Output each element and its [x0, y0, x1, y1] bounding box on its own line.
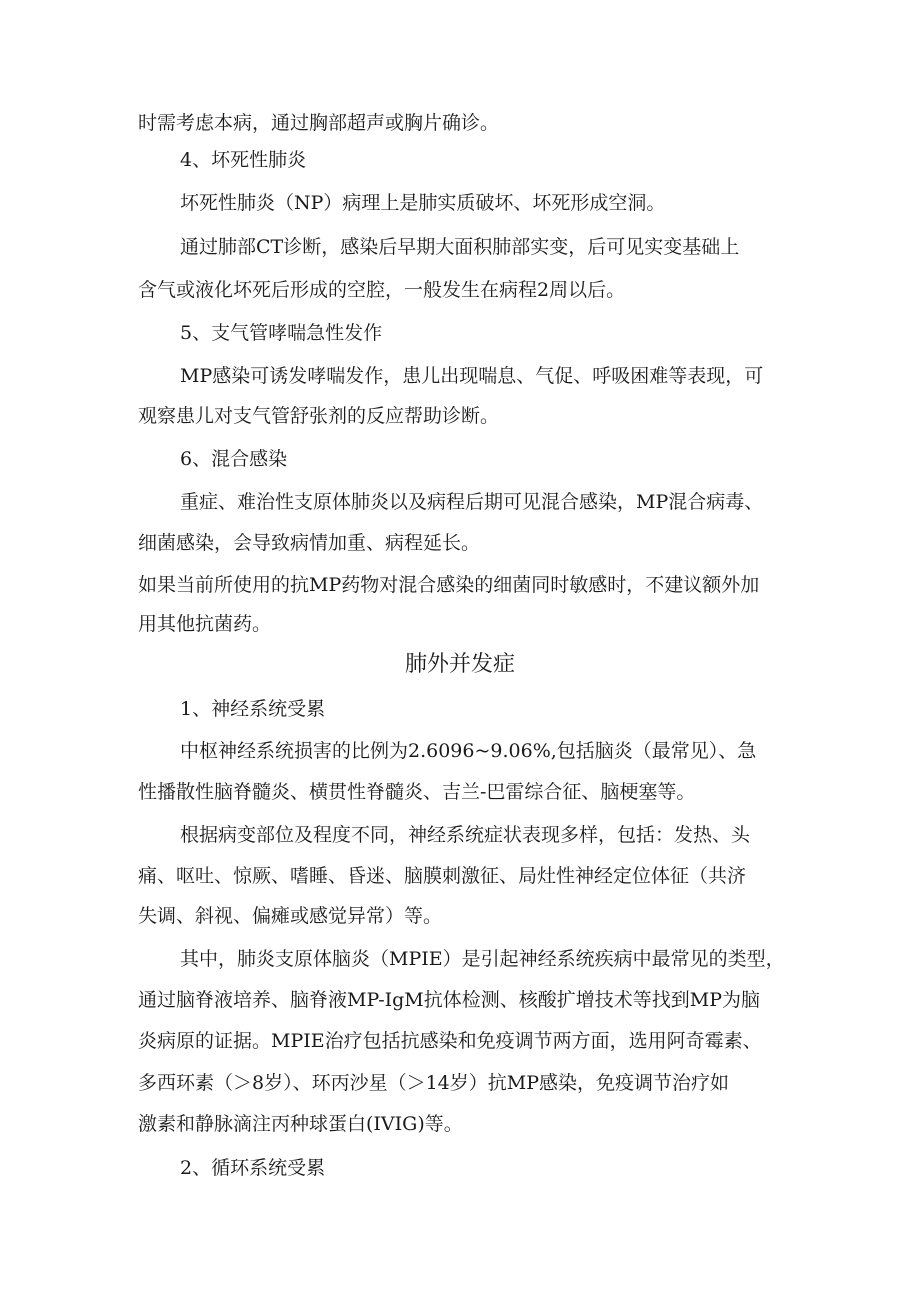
paragraph-line: 时需考虑本病，通过胸部超声或胸片确诊。	[138, 112, 500, 134]
paragraph-line: 炎病原的证据。MPIE治疗包括抗感染和免疫调节两方面，选用阿奇霉素、	[138, 1030, 762, 1052]
paragraph-line: 其中，肺炎支原体脑炎（MPIE）是引起神经系统疾病中最常见的类型，	[180, 948, 785, 970]
paragraph-line: 性播散性脑脊髓炎、横贯性脊髓炎、吉兰-巴雷综合征、脑梗塞等。	[138, 781, 696, 803]
paragraph-line: 通过脑脊液培养、脑脊液MP-IgM抗体检测、核酸扩增技术等找到MP为脑	[138, 989, 760, 1011]
paragraph-line: 如果当前所使用的抗MP药物对混合感染的细菌同时敏感时，不建议额外加	[138, 574, 760, 596]
paragraph-line: 多西环素（＞8岁）、环丙沙星（＞14岁）抗MP感染，免疫调节治疗如	[138, 1072, 730, 1094]
paragraph-line: MP感染可诱发哮喘发作，患儿出现喘息、气促、呼吸困难等表现，可	[180, 365, 764, 387]
paragraph-line: 重症、难治性支原体肺炎以及病程后期可见混合感染，MP混合病毒、	[180, 491, 764, 513]
paragraph-line: 细菌感染，会导致病情加重、病程延长。	[138, 532, 481, 554]
section-heading: 5、支气管哮喘急性发作	[180, 322, 383, 344]
paragraph-line: 含气或液化坏死后形成的空腔，一般发生在病程2周以后。	[138, 279, 626, 301]
section-heading: 1、神经系统受累	[180, 698, 326, 720]
paragraph-line: 激素和静脉滴注丙种球蛋白(IVIG)等。	[138, 1113, 463, 1135]
section-title: 肺外并发症	[404, 652, 515, 677]
paragraph-line: 通过肺部CT诊断，感染后早期大面积肺部实变，后可见实变基础上	[180, 236, 740, 258]
section-heading: 2、循环系统受累	[180, 1157, 326, 1179]
paragraph-line: 根据病变部位及程度不同，神经系统症状表现多样，包括：发热、头	[180, 824, 751, 846]
paragraph-line: 用其他抗菌药。	[138, 613, 272, 635]
paragraph-line: 坏死性肺炎（NP）病理上是肺实质破坏、坏死形成空洞。	[180, 192, 666, 214]
paragraph-line: 失调、斜视、偏瘫或感觉异常）等。	[138, 905, 443, 927]
section-heading: 4、坏死性肺炎	[180, 149, 307, 171]
paragraph-line: 痛、呕吐、惊厥、嗜睡、昏迷、脑膜刺激征、局灶性神经定位体征（共济	[138, 865, 747, 887]
paragraph-line: 中枢神经系统损害的比例为2.6096~9.06%,包括脑炎（最常见）、急	[180, 740, 757, 762]
paragraph-line: 观察患儿对支气管舒张剂的反应帮助诊断。	[138, 405, 500, 427]
section-heading: 6、混合感染	[180, 448, 288, 470]
